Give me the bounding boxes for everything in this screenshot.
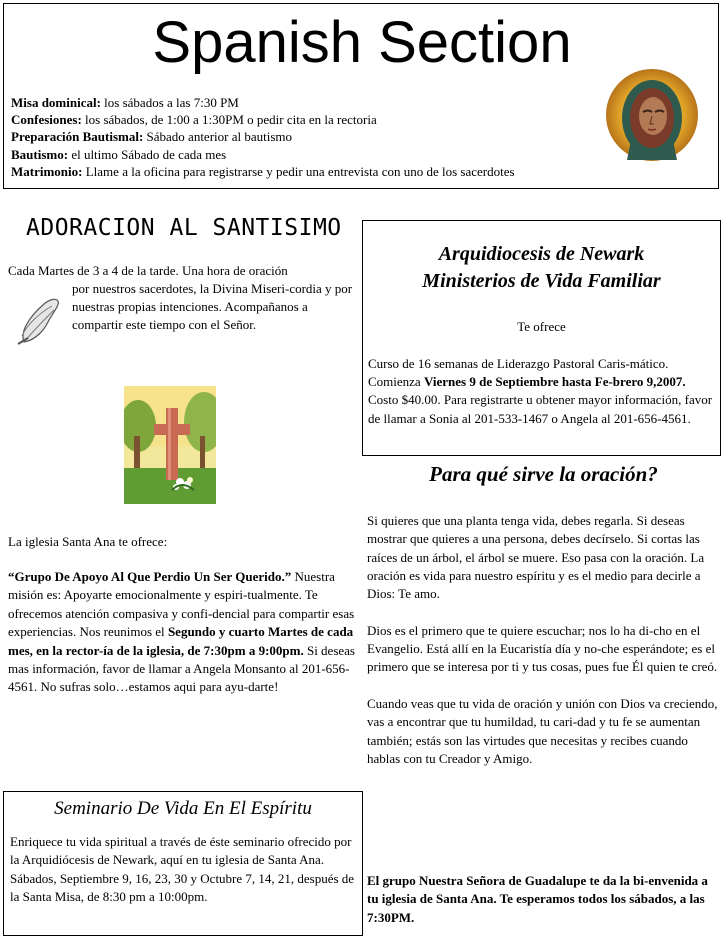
seminario-title: Seminario De Vida En El Espíritu — [54, 798, 312, 819]
cross-garden-image — [124, 386, 216, 504]
adoracion-rest: por nuestros sacerdotes, la Divina Miseri-cordia y por nuestras propias intenciones. Acompañanos a compartir este tiempo con el Señor. — [72, 281, 353, 332]
support-group-text — [8, 568, 358, 697]
schedule-row-preparacion — [11, 128, 631, 145]
schedule-text: Sábado anterior al bautismo — [143, 129, 293, 145]
schedule-text: los sábados a las 7:30 PM — [100, 95, 239, 110]
schedule-label: Confesiones: — [11, 112, 82, 128]
schedule-row-confesiones — [11, 111, 631, 128]
praying-hands-icon — [14, 292, 68, 348]
oracion-paragraph: Cuando veas que tu vida de oración y unión con Dios va creciendo, vas a encontrar que tu humildad, tu cari-dad y tu fe se aumentan también; estás son las virtudes que necesitas y recibes cuando hablas con tu Creador y Amigo. — [367, 695, 718, 766]
schedule-row-bautismo — [11, 146, 631, 163]
santa-ana-intro: La iglesia Santa Ana te ofrece: — [8, 534, 168, 549]
schedule-label: Bautismo: — [11, 146, 69, 162]
arquidiocesis-title-line2: Ministerios de Vida Familiar — [422, 270, 661, 292]
mass-schedule — [11, 94, 631, 180]
support-group-contact: Si deseas mas información, favor de llamar a Angela Monsanto al 201-656-4561. No sufras solo…estamos aqui para ayu-darte! — [8, 642, 355, 695]
oracion-text — [367, 512, 719, 786]
support-group-mission: Nuestra misión es: Apoyarte emocionalmente y espiri-tualmente. Te ofrecemos atención compasiva y confi-dencial para compartir esas experiencias. Nos reunimos el — [8, 569, 355, 640]
course-contact: Costo $40.00. Para registrarte u obtener mayor información, favor de llamar a Sonia al 201-533-1467 o Angela al 201-656-4561. — [368, 392, 713, 426]
oracion-title: Para qué sirve la oración? — [429, 462, 658, 486]
support-group-name: “Grupo De Apoyo Al Que Perdio Un Ser Querido.” — [8, 569, 292, 584]
support-group-schedule: Segundo y cuarto Martes de cada mes, en la rector-ía de la iglesia, de 7:30pm a 9:00pm. — [8, 624, 354, 658]
page-title: Spanish Section — [152, 10, 572, 75]
arquidiocesis-offer: Te ofrece — [517, 319, 566, 334]
adoracion-line1: Cada Martes de 3 a 4 de la tarde. Una hora de oración — [8, 263, 288, 278]
virgin-of-guadalupe-image — [605, 68, 699, 162]
arquidiocesis-box — [362, 220, 721, 456]
schedule-text: los sábados, de 1:00 a 1:30PM o pedir cita en la rectoria — [81, 112, 377, 128]
schedule-text: el ultimo Sábado de cada mes — [68, 146, 227, 162]
course-dates: Viernes 9 de Septiembre hasta Fe-brero 9,2007. — [423, 374, 686, 390]
adoracion-title: ADORACION AL SANTISIMO — [26, 215, 342, 241]
arquidiocesis-text — [368, 355, 719, 428]
header-box — [3, 3, 719, 189]
oracion-paragraph: Si quieres que una planta tenga vida, debes regarla. Si deseas mostrar que quieres a una persona, debes decírselo. Si cortas las raíces de un árbol, el árbol se muere. Eso pasa con la oración. La oración es vida para nuestro espíritu y es el medio para decirle a Dios: Te amo. — [367, 513, 705, 602]
schedule-label: Preparación Bautismal: — [11, 129, 144, 145]
schedule-row-misa — [11, 94, 631, 111]
oracion-paragraph: Dios es el primero que te quiere escuchar; nos lo ha di-cho en el Evangelio. Está allí en la Eucaristía día y no-che esperándote; es el primero que se interesa por ti y tus cosas, pues fue Él quien te creó. — [367, 622, 718, 675]
schedule-row-matrimonio — [11, 163, 631, 180]
schedule-text: Llame a la oficina para registrarse y pedir una entrevista con uno de los sacerdotes — [82, 163, 515, 179]
arquidiocesis-title-line1: Arquidiocesis de Newark — [438, 243, 645, 265]
course-description: Curso de 16 semanas de Liderazgo Pastoral Caris-mático. Comienza — [368, 356, 669, 390]
seminario-text: Enriquece tu vida spiritual a través de éste seminario ofrecido por la Arquidiócesis de Newark, aquí en tu iglesia de Santa Ana. Sábados, Septiembre 9, 16, 23, 30 y Octubre 7, 14, 21, después de la Santa Misa, de 8:30 pm a 10:00pm. — [10, 834, 355, 904]
schedule-label: Matrimonio: — [11, 163, 83, 179]
schedule-label: Misa dominical: — [11, 95, 101, 110]
arquidiocesis-title — [363, 241, 720, 295]
guadalupe-group-welcome: El grupo Nuestra Señora de Guadalupe te da la bi-envenida a tu iglesia de Santa Ana. Te esperamos todos los sábados, a las 7:30PM. — [367, 873, 708, 925]
seminario-box — [3, 791, 363, 936]
